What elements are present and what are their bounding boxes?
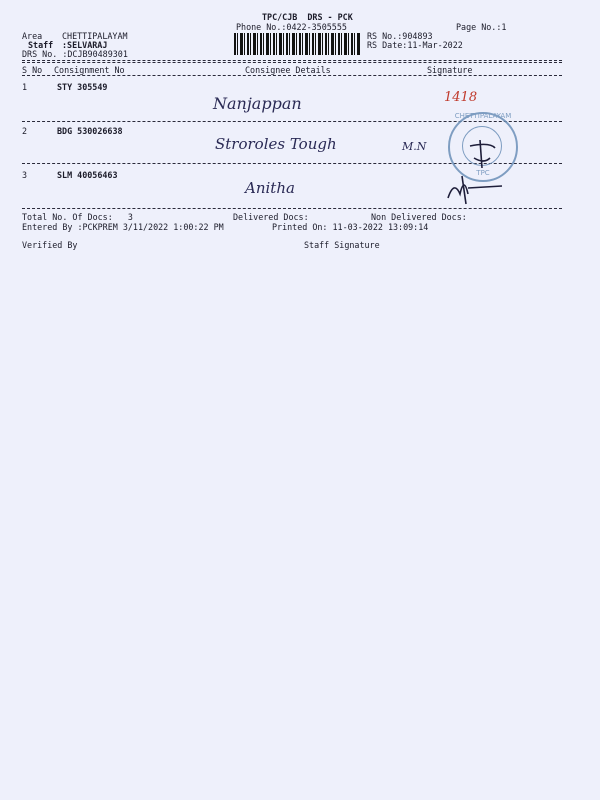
table-top-rule-2	[22, 62, 562, 63]
rs-number: RS No.:904893	[367, 31, 433, 41]
row2-consignment: BDG 530026638	[57, 126, 123, 136]
phone-number: Phone No.:0422-3505555	[236, 22, 347, 32]
delivered-docs: Delivered Docs:	[233, 212, 309, 222]
table-top-rule	[22, 60, 562, 61]
staff-value: :SELVARAJ	[62, 40, 108, 50]
total-docs: Total No. Of Docs: 3	[22, 212, 133, 222]
row2-consignee-handwritten: Stroroles Tough	[215, 135, 337, 153]
drs-title: TPC/CJB DRS - PCK	[262, 12, 353, 22]
row3-consignee-handwritten: Anitha	[245, 179, 295, 197]
row3-rule	[22, 208, 562, 209]
rs-date: RS Date:11-Mar-2022	[367, 40, 463, 50]
signature-scribble	[440, 128, 510, 208]
page-number: Page No.:1	[456, 22, 507, 32]
row1-consignee-handwritten: Nanjappan	[213, 94, 302, 113]
col-header-sno: S No	[22, 65, 43, 75]
col-header-signature: Signature	[427, 65, 473, 75]
area-value: CHETTIPALAYAM	[62, 31, 128, 41]
row1-consignment: STY 305549	[57, 82, 108, 92]
drs-number: DRS No. :DCJB90489301	[22, 49, 128, 59]
col-header-consignment: Consignment No	[54, 65, 125, 75]
row3-sno: 3	[22, 170, 28, 180]
area-label: Area	[22, 31, 43, 41]
row3-consignment: SLM 40056463	[57, 170, 118, 180]
non-delivered-docs: Non Delivered Docs:	[371, 212, 467, 222]
staff-signature: Staff Signature	[304, 240, 380, 250]
row1-signature-handwritten: 1418	[444, 90, 478, 105]
col-header-consignee: Consignee Details	[245, 65, 331, 75]
row1-sno: 1	[22, 82, 28, 92]
printed-on: Printed On: 11-03-2022 13:09:14	[272, 222, 429, 232]
entered-by: Entered By :PCKPREM 3/11/2022 1:00:22 PM	[22, 222, 224, 232]
row2-signature-handwritten: M.N	[402, 140, 427, 153]
staff-label: Staff	[28, 40, 54, 50]
verified-by: Verified By	[22, 240, 78, 250]
table-header-rule	[22, 75, 562, 76]
row2-sno: 2	[22, 126, 28, 136]
stamp-top-text: CHETTIPALAYAM	[454, 112, 512, 120]
barcode	[234, 33, 361, 55]
stamp-bottom-text: TPC	[476, 169, 490, 177]
